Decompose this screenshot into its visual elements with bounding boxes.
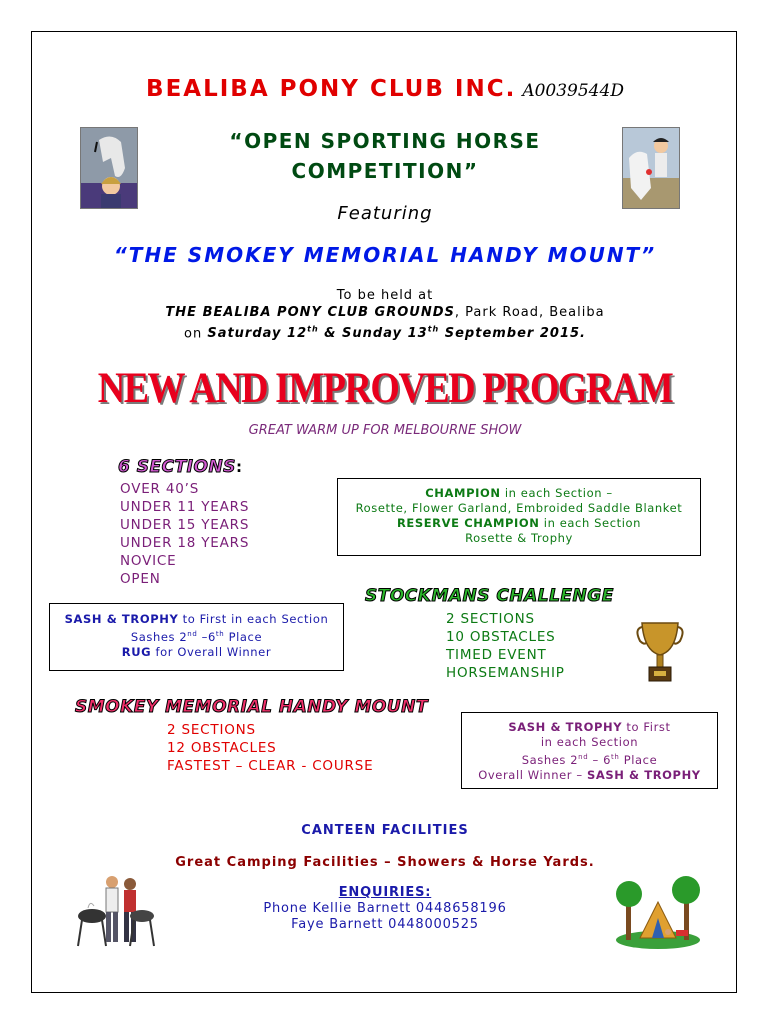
program-tagline: GREAT WARM UP FOR MELBOURNE SHOW [248, 423, 522, 438]
list-item: 2 SECTIONS [167, 722, 256, 738]
sections-list [120, 480, 249, 588]
featured-event: “THE SMOKEY MEMORIAL HANDY MOUNT” [113, 243, 657, 267]
list-item: OPEN [120, 571, 161, 587]
list-item: TIMED EVENT [446, 647, 547, 663]
list-item: NOVICE [120, 553, 177, 569]
reserve-label: RESERVE CHAMPION [396, 516, 540, 530]
rug-label: RUG [121, 644, 152, 659]
program-headline: NEW AND IMPROVED PROGRAM [97, 363, 673, 413]
list-item: UNDER 11 YEARS [120, 499, 250, 515]
reserve-rest: in each Section [539, 516, 642, 530]
champion-label: CHAMPION [425, 486, 501, 500]
featuring-text: Featuring [337, 203, 433, 224]
list-item: 10 OBSTACLES [446, 629, 556, 645]
overall-prize: SASH & TROPHY [586, 767, 701, 782]
enquiries-phone1: Phone Kellie Barnett 0448658196 [263, 901, 507, 916]
list-item: UNDER 15 YEARS [120, 517, 250, 533]
venue-info [0, 287, 770, 342]
reserve-line [338, 516, 700, 531]
sash-rest: to First [622, 720, 671, 734]
club-name: BEALIBA PONY CLUB INC. [146, 76, 517, 102]
enquiries-phone2: Faye Barnett 0448000525 [291, 917, 479, 932]
camping-facilities: Great Camping Facilities – Showers & Horse Yards. [175, 855, 595, 870]
registration-number: A0039544D [522, 81, 624, 101]
sash-rest: to First in each Section [178, 612, 329, 626]
sashes-line: Sashes 2nd –6th Place [130, 629, 263, 644]
rug-rest: for Overall Winner [151, 644, 272, 659]
competition-title-line1: “OPEN SPORTING HORSE [229, 129, 541, 153]
venue-line3: on Saturday 12th & Sunday 13th September 2015. [184, 325, 586, 342]
sashes-line: Sashes 2nd – 6th Place [521, 752, 658, 767]
list-item: OVER 40’S [120, 481, 200, 497]
venue-grounds: THE BEALIBA PONY CLUB GROUNDS [165, 305, 455, 320]
sections-heading-text: 6 SECTIONS [118, 457, 236, 477]
canteen-facilities: CANTEEN FACILITIES [301, 823, 469, 838]
list-item: UNDER 18 YEARS [120, 535, 250, 551]
list-item: HORSEMANSHIP [446, 665, 565, 681]
section-line: in each Section [540, 735, 639, 749]
venue-address: , Park Road, Bealiba [454, 305, 605, 320]
champion-line [338, 486, 700, 501]
handy-mount-list [167, 721, 373, 775]
venue-line1: To be held at [336, 288, 434, 303]
page-title [0, 76, 770, 102]
enquiries-heading: ENQUIRIES: [338, 885, 432, 900]
rug-line [50, 645, 343, 660]
champion-rest: in each Section – [500, 486, 613, 500]
sash-label: SASH & TROPHY [508, 720, 623, 734]
venue-line2 [0, 304, 770, 321]
venue-on: on [184, 326, 208, 342]
list-item: 12 OBSTACLES [167, 740, 277, 756]
champion-box [337, 478, 701, 556]
reserve-prizes: Rosette & Trophy [465, 531, 573, 545]
overall-pre: Overall Winner – [478, 767, 587, 782]
competition-title [0, 126, 770, 186]
trophy-icon [636, 617, 684, 687]
list-item: FASTEST – CLEAR - COURSE [167, 758, 374, 774]
champion-prizes: Rosette, Flower Garland, Embroided Saddle Blanket [355, 501, 683, 515]
sections-colon: : [235, 458, 242, 476]
sash-box-left [49, 603, 344, 671]
handy-mount-heading: SMOKEY MEMORIAL HANDY MOUNT [75, 697, 428, 717]
sections-heading [118, 457, 242, 477]
sash-line [462, 720, 717, 735]
bbq-clipart [72, 872, 156, 948]
list-item: 2 SECTIONS [446, 611, 535, 627]
camping-clipart [614, 874, 702, 950]
sash-label: SASH & TROPHY [64, 612, 179, 626]
stockmans-list [446, 610, 565, 682]
competition-title-line2: COMPETITION” [291, 159, 479, 183]
overall-line [462, 768, 717, 783]
sash-box-right [461, 712, 718, 789]
sash-line [50, 612, 343, 627]
stockmans-heading: STOCKMANS CHALLENGE [365, 586, 614, 606]
